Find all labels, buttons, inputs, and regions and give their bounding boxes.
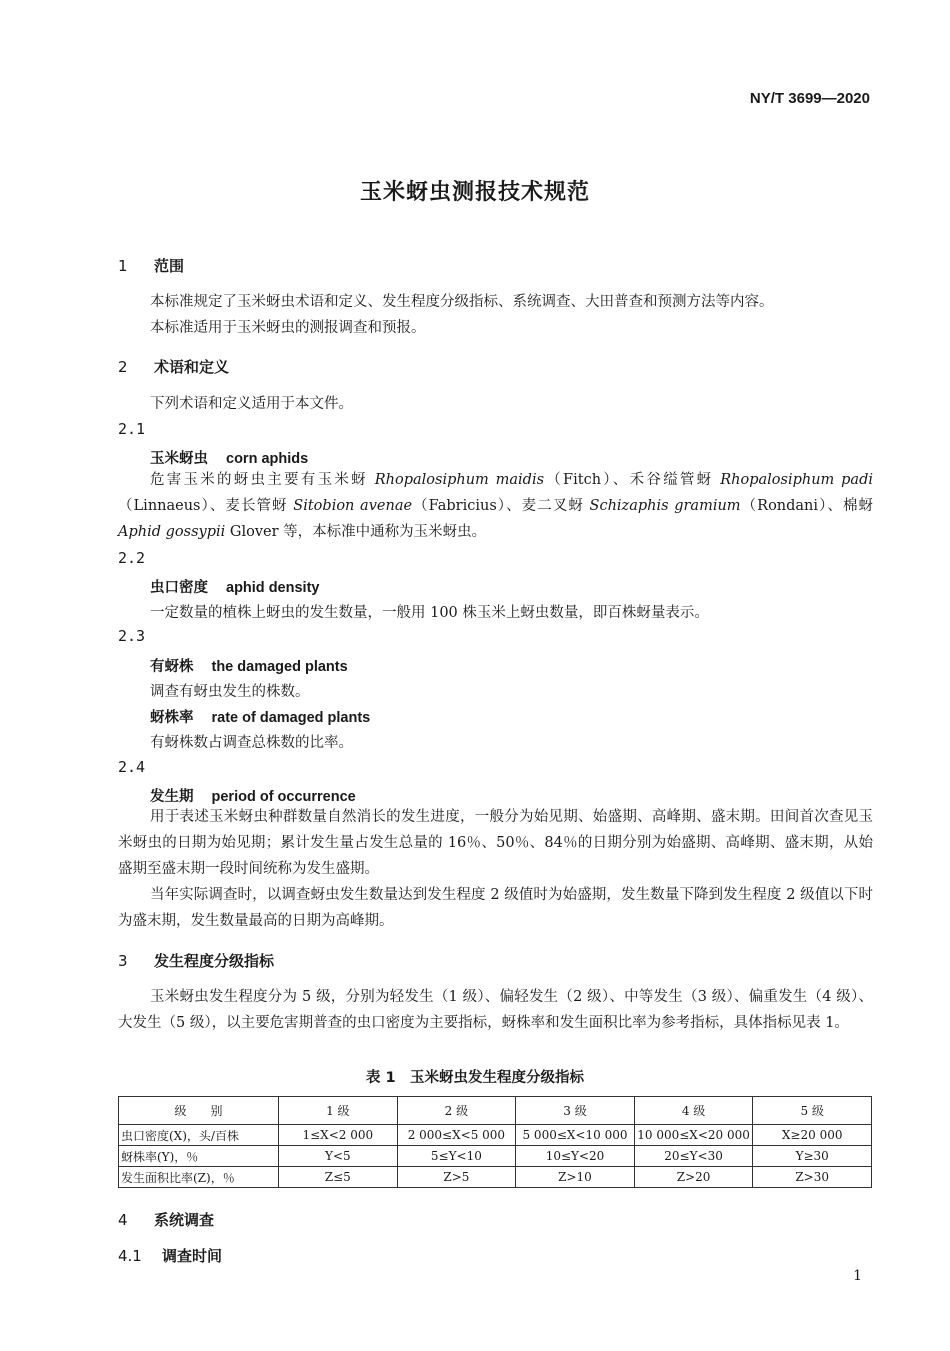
table-caption: 表 1 玉米蚜虫发生程度分级指标 (365, 1070, 585, 1086)
clause-number: 2.4 (118, 758, 146, 776)
definition-corn-aphids (118, 467, 873, 545)
table-row (119, 1167, 872, 1188)
paragraph: 下列术语和定义适用于本文件。 (150, 396, 353, 412)
term-cn: 有蚜株 (150, 659, 194, 675)
term-en: rate of damaged plants (211, 710, 371, 726)
species-name: Schizaphis gramium (589, 498, 741, 514)
text: 危害玉米的蚜虫主要有玉米蚜 (150, 472, 375, 488)
section-3-body (118, 984, 873, 1036)
table-row (119, 1125, 872, 1146)
table-header-cell: 1 级 (279, 1097, 398, 1125)
table-cell: 10≤Y<20 (516, 1146, 635, 1167)
table-cell: Z>5 (397, 1167, 516, 1188)
species-name: Rhopalosiphum maidis (374, 472, 545, 488)
text: （Linnaeus）、麦长管蚜 (118, 498, 294, 514)
clause-number: 2.3 (118, 627, 146, 645)
section-number: 3 (118, 952, 128, 970)
table-header-cell: 4 级 (634, 1097, 753, 1125)
text: （Fabricius）、麦二叉蚜 (412, 498, 590, 514)
table-cell: 5≤Y<10 (397, 1146, 516, 1167)
section-number: 4 (118, 1211, 128, 1229)
term-rate-damaged-plants (150, 706, 370, 727)
grade-table (118, 1096, 872, 1188)
table-cell: Z>10 (516, 1167, 635, 1188)
clause-number: 2.2 (118, 549, 146, 567)
term-en: aphid density (226, 580, 320, 596)
species-name: Rhopalosiphum padi (720, 472, 873, 488)
term-en: the damaged plants (211, 659, 348, 675)
term-en: period of occurrence (211, 789, 356, 805)
table-cell: 蚜株率(Y)，％ (119, 1146, 279, 1167)
term-aphid-density (150, 576, 319, 597)
paragraph: 玉米蚜虫发生程度分为 5 级，分别为轻发生（1 级）、偏轻发生（2 级）、中等发生（3 级）、偏重发生（4 级）、大发生（5 级），以主要危害期普查的虫口密度为主要指标，蚜株率和发生面积比率为参考指标，具体指标见表 1。 (118, 989, 873, 1031)
section-4-heading (118, 1209, 214, 1230)
term-cn: 玉米蚜虫 (150, 451, 208, 467)
species-name: Sitobion avenae (293, 498, 413, 514)
definition-rate-damaged-plants: 有蚜株数占调查总株数的比率。 (150, 735, 353, 751)
paragraph: 本标准适用于玉米蚜虫的测报调查和预报。 (150, 320, 426, 336)
table-header-cell: 2 级 (397, 1097, 516, 1125)
table-cell: 发生面积比率(Z)，％ (119, 1167, 279, 1188)
text: （Rondani）、棉蚜 (740, 498, 873, 514)
table-cell: 1≤X<2 000 (279, 1125, 398, 1146)
section-2-intro (118, 391, 873, 417)
table-cell: Z>20 (634, 1167, 753, 1188)
table-cell: 虫口密度(X)，头/百株 (119, 1125, 279, 1146)
table-cell: 2 000≤X<5 000 (397, 1125, 516, 1146)
subsection-4-1-heading (118, 1245, 222, 1266)
section-title: 发生程度分级指标 (154, 952, 275, 970)
clause-number: 2.1 (118, 420, 146, 438)
definition-aphid-density: 一定数量的植株上蚜虫的发生数量，一般用 100 株玉米上蚜虫数量，即百株蚜量表示。 (150, 605, 709, 621)
section-title: 术语和定义 (154, 358, 230, 376)
table-cell: X≥20 000 (753, 1125, 872, 1146)
section-2-heading (118, 356, 229, 377)
section-3-heading (118, 950, 274, 971)
page-number: 1 (853, 1268, 862, 1284)
definition-period-of-occurrence (118, 804, 873, 934)
table-cell: Z>30 (753, 1167, 872, 1188)
table-cell: Y<5 (279, 1146, 398, 1167)
term-cn: 发生期 (150, 789, 194, 805)
document-title: 玉米蚜虫测报技术规范 (359, 180, 590, 205)
species-name: Aphid gossypii (118, 524, 226, 540)
paragraph: 本标准规定了玉米蚜虫术语和定义、发生程度分级指标、系统调查、大田普查和预测方法等内容。 (150, 294, 774, 310)
definition-damaged-plants: 调查有蚜虫发生的株数。 (150, 684, 310, 700)
section-title: 范围 (154, 257, 185, 275)
term-damaged-plants (150, 655, 348, 676)
paragraph: 当年实际调查时，以调查蚜虫发生数量达到发生程度 2 级值时为始盛期，发生数量下降到发生程度 2 级值以下时为盛末期，发生数量最高的日期为高峰期。 (118, 887, 873, 929)
paragraph (118, 467, 873, 545)
section-title: 调查时间 (162, 1247, 223, 1265)
table-row (119, 1146, 872, 1167)
table-header-cell: 5 级 (753, 1097, 872, 1125)
section-number: 4.1 (118, 1247, 142, 1265)
term-period-of-occurrence (150, 785, 356, 806)
term-corn-aphids (150, 447, 308, 468)
table-cell: 10 000≤X<20 000 (634, 1125, 753, 1146)
term-cn: 蚜株率 (150, 710, 194, 726)
section-number: 1 (118, 257, 128, 275)
term-en: corn aphids (226, 451, 309, 467)
table-cell: 5 000≤X<10 000 (516, 1125, 635, 1146)
term-cn: 虫口密度 (150, 580, 208, 596)
table-header-row (119, 1097, 872, 1125)
section-1-body (118, 289, 873, 341)
text: （Fitch）、禾谷缢管蚜 (544, 472, 721, 488)
section-1-heading (118, 255, 184, 276)
section-title: 系统调查 (154, 1211, 215, 1229)
text: Glover 等，本标准中通称为玉米蚜虫。 (225, 524, 487, 540)
table-cell: Z≤5 (279, 1167, 398, 1188)
paragraph: 用于表述玉米蚜虫种群数量自然消长的发生进度，一般分为始见期、始盛期、高峰期、盛末期。田间首次查见玉米蚜虫的日期为始见期；累计发生量占发生总量的 16％、50％、84％的日期分别为始盛期、高峰期、盛末期，从始盛期至盛末期一段时间统称为发生盛期。 (118, 809, 873, 877)
table-cell: 20≤Y<30 (634, 1146, 753, 1167)
table-header-cell: 级 别 (119, 1097, 279, 1125)
table-cell: Y≥30 (753, 1146, 872, 1167)
table-header-cell: 3 级 (516, 1097, 635, 1125)
section-number: 2 (118, 358, 128, 376)
standard-number: NY/T 3699—2020 (749, 90, 870, 107)
